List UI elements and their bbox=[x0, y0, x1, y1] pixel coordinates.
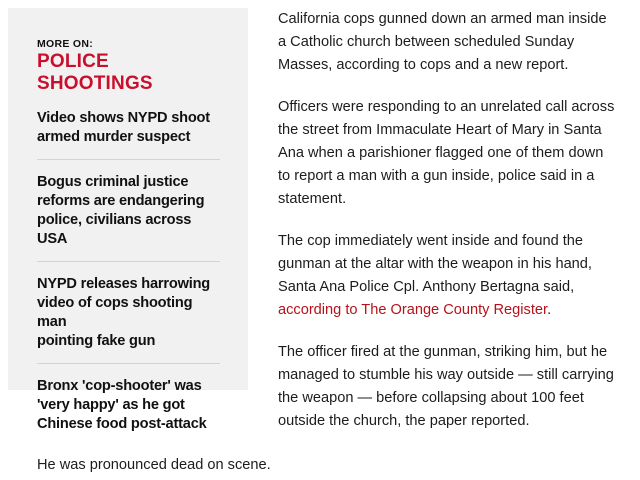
orange-county-register-link[interactable]: according to The Orange County Register bbox=[278, 302, 548, 318]
related-story-link[interactable]: Bogus criminal justice reforms are endangering police, civilians across USA bbox=[37, 173, 220, 262]
article-paragraph: Officers were responding to an unrelated call across the street from Immaculate Heart of Mary in Santa Ana when a parishioner flagged one of them down to report a man with a gun inside, police said in a statement. bbox=[278, 99, 615, 207]
article-paragraph: California cops gunned down an armed man inside a Catholic church between scheduled Sunday Masses, according to cops and a new report. bbox=[278, 11, 607, 73]
sidebar-topic-link[interactable]: POLICE SHOOTINGS bbox=[37, 51, 153, 94]
sidebar-kicker: MORE ON: bbox=[37, 38, 94, 50]
article-paragraph: The cop immediately went inside and found the gunman at the altar with the weapon in his hand, Santa Ana Police Cpl. Anthony Bertagna said, according to The Orange County Register. bbox=[278, 233, 592, 318]
article-body bbox=[278, 8, 624, 452]
related-stories-sidebar bbox=[8, 8, 248, 432]
related-stories-list bbox=[37, 109, 220, 446]
article-paragraph: He was pronounced dead on scene. bbox=[37, 457, 271, 473]
related-story-link[interactable]: Bronx 'cop-shooter' was 'very happy' as he got Chinese food post-attack bbox=[37, 378, 207, 432]
related-story-link[interactable]: NYPD releases harrowing video of cops shooting man pointing fake gun bbox=[37, 275, 220, 364]
related-story-link[interactable]: Video shows NYPD shoot armed murder suspect bbox=[37, 109, 220, 160]
article-paragraph: The officer fired at the gunman, striking him, but he managed to stumble his way outside — still carrying the weapon — before collapsing about 100 feet outside the church, the paper reported. bbox=[278, 344, 614, 429]
